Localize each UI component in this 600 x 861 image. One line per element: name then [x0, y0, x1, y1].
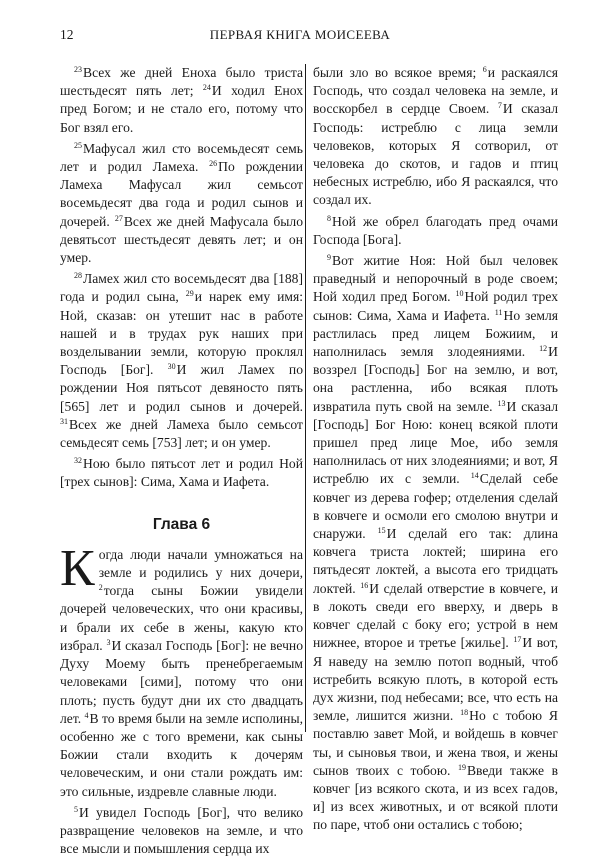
verse-text: Но с тобою Я поставлю завет Мой, и войдешь в ковчег ты, и сыновья твои, и жена твоя, и жены сынов твоих с тобою. — [313, 708, 558, 778]
verse-number: 9 — [327, 253, 331, 263]
verse-number: 3 — [106, 637, 111, 647]
verse-number: 30 — [167, 362, 176, 372]
chapter-6-text — [60, 539, 303, 858]
verse-number: 4 — [84, 710, 89, 720]
left-column — [60, 64, 303, 861]
paragraph — [313, 252, 558, 835]
chapter-6-continued-text — [313, 64, 558, 835]
verse-number: 11 — [494, 307, 503, 317]
verse-text: Всех же дней Ламеха было семьсот семьдесят семь [753] лет; и он умер. — [60, 416, 303, 451]
column-divider — [305, 64, 306, 732]
verse-number: 19 — [457, 762, 466, 772]
paragraph — [313, 64, 558, 210]
verse-number: 12 — [539, 344, 548, 354]
paragraph — [60, 455, 303, 491]
verse-text: И увидел Господь [Бог], что велико развращение человеков на земле, и что все мысли и помышления сердца их — [60, 804, 303, 857]
verse-number: 5 — [74, 804, 78, 814]
verse-text: И воззрел [Господь] Бог на землю, и вот, она растленна, ибо всякая плоть извратила путь свой на земле. — [313, 344, 558, 414]
verse-text: Ною было пятьсот лет и родил Ной [трех сынов]: Сима, Хама и Иафета. — [60, 456, 303, 490]
chapter-title: Глава 6 — [152, 515, 211, 533]
paragraph — [60, 140, 303, 267]
verse-number: 24 — [202, 83, 211, 93]
right-column — [313, 64, 558, 838]
verse-text: И жил Ламех по рождении Ноя пятьсот девяносто пять [565] лет и родил сынов и дочерей. — [60, 362, 304, 414]
verse-text: И вот, Я наведу на землю потоп водный, чтоб истребить всякую плоть, в которой есть дух жизни, под небесами; все, что есть на земле, лишится жизни. — [313, 635, 558, 724]
page-header — [0, 0, 600, 52]
verse-text: Всех же дней Еноха было триста шестьдесят пять лет; — [60, 65, 303, 99]
verse-number: 15 — [377, 526, 386, 536]
verse-text: тогда сыны Божии увидели дочерей человеческих, что они красивы, и брали их себе в жены, какую кто избрал. — [60, 583, 303, 653]
verse-number: 18 — [460, 708, 469, 718]
verse-text: Вот житие Ноя: Ной был человек праведный и непорочный в роде своем; Ной ходил пред Богом. — [313, 253, 558, 305]
verse-text: По рождении Ламеха Мафусал жил семьсот восемьдесят два года и родил сынов и дочерей. — [60, 159, 304, 229]
verse-number: 28 — [74, 271, 82, 281]
paragraph — [60, 539, 303, 801]
verse-text: И сделай его так: длина ковчега триста локтей; ширина его пятьдесят локтей, а высота его тридцать локтей. — [313, 526, 558, 596]
drop-cap: К — [60, 539, 95, 597]
verse-text: Но земля растлилась пред лицем Божиим, и наполнилась земля злодеяниями. — [313, 307, 558, 360]
verse-text: Введи также в ковчег [из всякого скота, и из всех гадов, и] из всех животных, и от всякой плоти по паре, чтоб они остались с тобою; — [313, 762, 558, 833]
paragraph — [60, 804, 303, 859]
verse-number: 10 — [455, 289, 464, 299]
verse-text: и раскаялся Господь, что создал человека на земле, и восскорбел в сердце Своем. — [313, 65, 558, 117]
verse-text: И сказал [Господь] Бог Ною: конец всякой плоти пришел пред лице Мое, ибо земля наполнилась от них злодеяниями; и вот, Я истреблю их с земли. — [313, 398, 558, 487]
running-head: ПЕРВАЯ КНИГА МОИСЕЕВА — [209, 27, 391, 42]
verse-number: 14 — [470, 471, 479, 481]
paragraph — [60, 270, 303, 452]
verse-number: 7 — [497, 101, 502, 111]
verse-text: В то время были на земле исполины, особенно же с того времени, как сыны Божии стали входить к дочерям человеческим, и они стали рождать им: это сильные, издревле славные люди. — [60, 710, 303, 799]
verse-number: 27 — [114, 213, 123, 223]
verse-text: И сказал Господь: истреблю с лица земли человеков, которых Я сотворил, от человека до скотов, и гадов и птиц небесных истреблю, ибо Я раскаялся, что создал их. — [313, 101, 558, 208]
verse-number: 29 — [185, 289, 194, 299]
verse-number: 6 — [482, 65, 487, 74]
verse-text: И сделай отверстие в ковчеге, и в локоть сведи его вверху, и дверь в ковчег сделай с боку его; устрой в нем нижнее, второе и третье [жилье]. — [313, 580, 558, 651]
verse-text: Мафусал жил сто восемьдесят семь лет и родил Ламеха. — [60, 140, 303, 175]
verse-number: 17 — [513, 635, 522, 645]
paragraph — [60, 64, 303, 137]
verse-text: Сделай себе ковчег из дерева гофер; отделения сделай в ковчеге и осмоли его смолою внутри и снаружи. — [313, 471, 558, 542]
verse-number: 31 — [60, 416, 68, 426]
verse-text: огда люди начали умножаться на земле и родились у них дочери, — [98, 546, 303, 581]
chapter-5-text — [60, 64, 303, 492]
paragraph — [313, 213, 558, 249]
verse-number: 16 — [360, 580, 369, 590]
verse-number: 32 — [74, 456, 82, 466]
verse-number: 8 — [327, 213, 331, 223]
verse-text: были зло во всякое время; — [313, 65, 483, 80]
page-number: 12 — [60, 27, 74, 42]
verse-number: 23 — [74, 65, 82, 74]
verse-number: 13 — [497, 398, 506, 408]
verse-text: И ходил Енох пред Богом; и не стало его, потому что Бог взял его. — [60, 83, 303, 135]
verse-text: И сказал Господь [Бог]: не вечно Духу Моему быть пренебрегаемым человеками [сими], потому что они плоть; пусть будут дни их сто двадцать лет. — [60, 637, 303, 726]
verse-number: 26 — [209, 159, 218, 169]
verse-text: Всех же дней Мафусала было девятьсот шестьдесят девять лет; и он умер. — [60, 213, 303, 266]
verse-text: Ламех жил сто восемьдесят два [188] года и родил сына, — [60, 271, 303, 305]
verse-text: и нарек ему имя: Ной, сказав: он утешит нас в работе нашей и в трудах рук наших при возделывании земли, которую проклял Господь [Бог]. — [60, 289, 303, 378]
verse-text: Ной родил трех сынов: Сима, Хама и Иафета. — [313, 289, 558, 323]
verse-number: 25 — [74, 140, 82, 150]
verse-number: 2 — [98, 583, 103, 593]
verse-text: Ной же обрел благодать пред очами Господа [Бога]. — [313, 213, 558, 247]
